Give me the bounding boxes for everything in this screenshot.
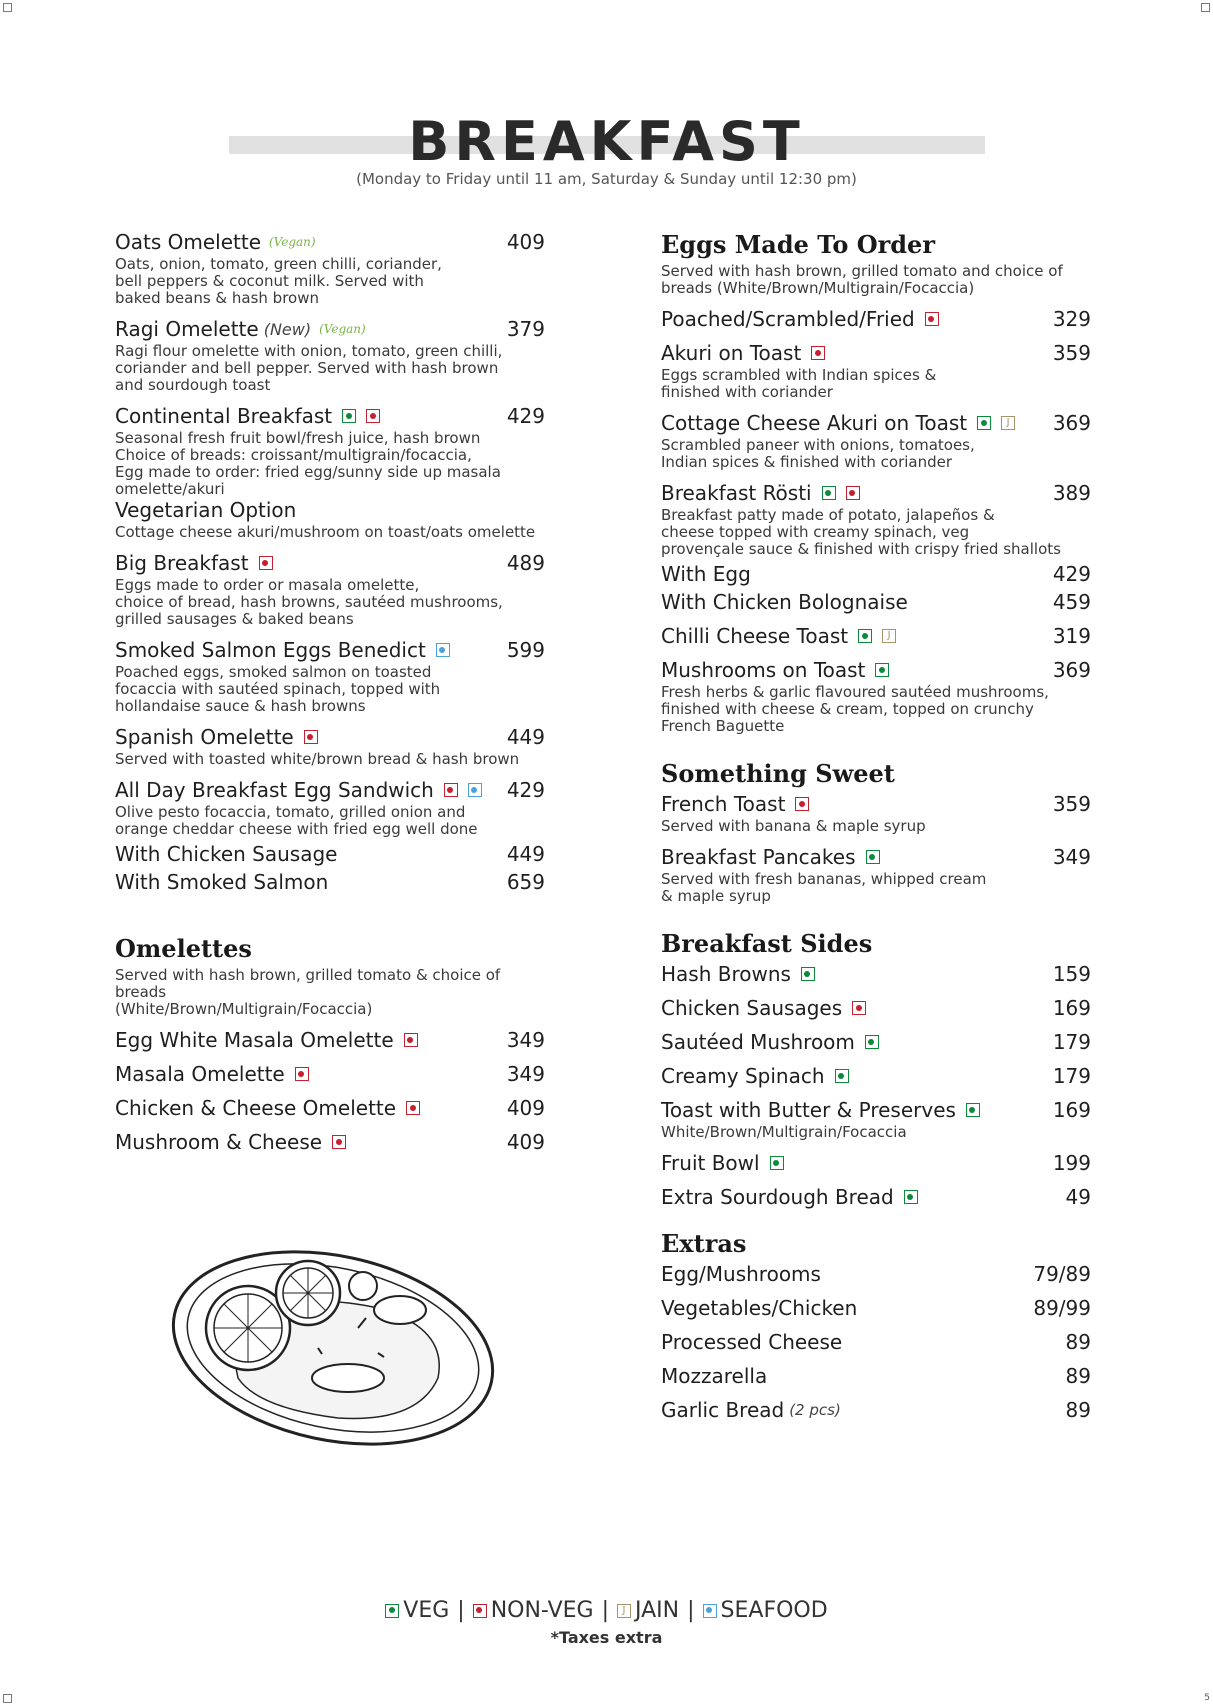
section-heading-extras: Extras bbox=[661, 1229, 747, 1258]
item-price: 169 bbox=[1052, 1098, 1091, 1122]
non-veg-icon bbox=[473, 1604, 487, 1618]
item-name: Egg/Mushrooms bbox=[661, 1262, 821, 1286]
non-veg-icon bbox=[925, 312, 939, 326]
item-name: Ragi Omelette bbox=[115, 317, 259, 341]
non-veg-icon bbox=[444, 783, 458, 797]
item-price: 429 bbox=[506, 778, 545, 802]
menu-item bbox=[661, 1030, 1091, 1054]
legend-veg: VEG bbox=[403, 1598, 450, 1623]
item-name: Continental Breakfast bbox=[115, 404, 333, 428]
item-price: 369 bbox=[1052, 658, 1091, 682]
item-price: 409 bbox=[506, 230, 545, 254]
item-name: Egg White Masala Omelette bbox=[115, 1028, 394, 1052]
non-veg-icon bbox=[852, 1001, 866, 1015]
menu-item bbox=[661, 996, 1091, 1020]
menu-item bbox=[661, 1296, 1091, 1320]
item-price: 359 bbox=[1052, 341, 1091, 365]
item-description: White/Brown/Multigrain/Focaccia bbox=[661, 1123, 907, 1141]
non-veg-icon bbox=[811, 346, 825, 360]
item-price: 349 bbox=[1052, 845, 1091, 869]
item-description: Scrambled paneer with onions, tomatoes, Indian spices & finished with coriander bbox=[661, 436, 975, 471]
item-description: Olive pesto focaccia, tomato, grilled onion and orange cheddar cheese with fried egg well done bbox=[115, 803, 478, 838]
menu-item bbox=[661, 1098, 1091, 1141]
menu-item bbox=[661, 1398, 1091, 1422]
menu-item bbox=[115, 1028, 545, 1052]
page-subtitle: (Monday to Friday until 11 am, Saturday & Sunday until 12:30 pm) bbox=[356, 170, 857, 188]
menu-item bbox=[661, 1064, 1091, 1088]
taxes-note: *Taxes extra bbox=[550, 1628, 663, 1647]
menu-item bbox=[115, 230, 545, 307]
non-veg-icon bbox=[304, 730, 318, 744]
item-description: Served with toasted white/brown bread & hash brown bbox=[115, 750, 520, 768]
item-name: Mozzarella bbox=[661, 1364, 768, 1388]
breakfast-plate-illustration bbox=[168, 1248, 498, 1448]
menu-item bbox=[661, 481, 1091, 614]
section-description: Served with hash brown, grilled tomato and choice of breads (White/Brown/Multigrain/Focaccia) bbox=[661, 262, 1063, 297]
item-name: Mushroom & Cheese bbox=[115, 1130, 323, 1154]
menu-item bbox=[115, 317, 545, 394]
item-price: 179 bbox=[1052, 1030, 1091, 1054]
item-name: Akuri on Toast bbox=[661, 341, 802, 365]
menu-item bbox=[115, 1130, 545, 1154]
item-description: Breakfast patty made of potato, jalapeños & cheese topped with creamy spinach, veg provençale sauce & finished with crispy fried shallots bbox=[661, 506, 1061, 558]
item-addon-name: With Chicken Sausage bbox=[115, 842, 338, 866]
item-description: Served with fresh bananas, whipped cream & maple syrup bbox=[661, 870, 987, 905]
page-title: BREAKFAST bbox=[408, 110, 805, 173]
item-name: Spanish Omelette bbox=[115, 725, 294, 749]
menu-item bbox=[661, 307, 1091, 331]
section-heading-sides: Breakfast Sides bbox=[661, 929, 873, 958]
item-price: 599 bbox=[506, 638, 545, 662]
menu-item bbox=[661, 658, 1091, 735]
legend-separator: | bbox=[457, 1598, 465, 1623]
section-heading-sweet: Something Sweet bbox=[661, 759, 895, 788]
item-name: Cottage Cheese Akuri on Toast bbox=[661, 411, 968, 435]
item-name: Breakfast Rösti bbox=[661, 481, 812, 505]
item-name: French Toast bbox=[661, 792, 786, 816]
jain-icon: J bbox=[617, 1604, 631, 1618]
item-name: Extra Sourdough Bread bbox=[661, 1185, 894, 1209]
menu-item bbox=[115, 551, 545, 628]
item-addon-price: 449 bbox=[506, 842, 545, 866]
item-price: 369 bbox=[1052, 411, 1091, 435]
section-heading-omelettes: Omelettes bbox=[115, 934, 252, 963]
item-price: 489 bbox=[506, 551, 545, 575]
non-veg-icon bbox=[795, 797, 809, 811]
menu-item bbox=[661, 341, 1091, 401]
seafood-icon bbox=[703, 1604, 717, 1618]
new-label: (New) bbox=[263, 319, 312, 339]
item-price: 179 bbox=[1052, 1064, 1091, 1088]
non-veg-icon bbox=[406, 1101, 420, 1115]
legend-seafood: SEAFOOD bbox=[720, 1598, 828, 1623]
item-name: Chicken & Cheese Omelette bbox=[115, 1096, 397, 1120]
menu-item bbox=[115, 1062, 545, 1086]
veg-icon bbox=[875, 663, 889, 677]
item-name: Garlic Bread bbox=[661, 1398, 785, 1422]
section-heading-eggs: Eggs Made To Order bbox=[661, 230, 935, 259]
veg-icon bbox=[801, 967, 815, 981]
item-price: 359 bbox=[1052, 792, 1091, 816]
item-price: 159 bbox=[1052, 962, 1091, 986]
veg-icon bbox=[858, 629, 872, 643]
veg-icon bbox=[865, 1035, 879, 1049]
veg-icon bbox=[385, 1604, 399, 1618]
item-description: Ragi flour omelette with onion, tomato, green chilli, coriander and bell pepper. Served with hash brown and sourdough toast bbox=[115, 342, 503, 394]
item-price: 429 bbox=[506, 404, 545, 428]
item-price: 89 bbox=[1065, 1398, 1091, 1422]
item-name: Smoked Salmon Eggs Benedict bbox=[115, 638, 426, 662]
item-name: Mushrooms on Toast bbox=[661, 658, 866, 682]
non-veg-icon bbox=[846, 486, 860, 500]
non-veg-icon bbox=[404, 1033, 418, 1047]
item-price: 349 bbox=[506, 1028, 545, 1052]
veg-icon bbox=[770, 1156, 784, 1170]
menu-item bbox=[115, 778, 545, 894]
item-price: 199 bbox=[1052, 1151, 1091, 1175]
item-price: 89 bbox=[1065, 1330, 1091, 1354]
veg-icon bbox=[822, 486, 836, 500]
item-name: Masala Omelette bbox=[115, 1062, 285, 1086]
veg-icon bbox=[977, 416, 991, 430]
non-veg-icon bbox=[332, 1135, 346, 1149]
item-note: (2 pcs) bbox=[789, 1401, 841, 1419]
crop-mark bbox=[3, 3, 12, 12]
veg-icon bbox=[966, 1103, 980, 1117]
item-price: 89 bbox=[1065, 1364, 1091, 1388]
item-name: Oats Omelette bbox=[115, 230, 261, 254]
item-name: Creamy Spinach bbox=[661, 1064, 825, 1088]
menu-item bbox=[661, 1262, 1091, 1286]
item-name: Chilli Cheese Toast bbox=[661, 624, 849, 648]
legend-separator: | bbox=[601, 1598, 610, 1623]
item-name: Chicken Sausages bbox=[661, 996, 843, 1020]
item-name: Sautéed Mushroom bbox=[661, 1030, 855, 1054]
item-price: 49 bbox=[1065, 1185, 1091, 1209]
crop-mark bbox=[3, 1694, 12, 1703]
item-price: 329 bbox=[1052, 307, 1091, 331]
non-veg-icon bbox=[295, 1067, 309, 1081]
veg-icon bbox=[866, 850, 880, 864]
menu-item bbox=[661, 1151, 1091, 1175]
menu-item bbox=[661, 624, 1091, 648]
vegan-label: (Vegan) bbox=[319, 322, 366, 336]
menu-item bbox=[115, 1096, 545, 1120]
menu-item bbox=[115, 404, 545, 541]
item-price: 409 bbox=[506, 1130, 545, 1154]
item-price: 349 bbox=[506, 1062, 545, 1086]
item-addon-price: 429 bbox=[1052, 562, 1091, 586]
menu-item bbox=[115, 638, 545, 715]
item-price: 79/89 bbox=[1033, 1262, 1091, 1286]
page-number: 5 bbox=[1204, 1693, 1210, 1703]
veg-icon bbox=[904, 1190, 918, 1204]
item-price: 389 bbox=[1052, 481, 1091, 505]
legend-separator: | bbox=[687, 1598, 695, 1623]
seafood-icon bbox=[468, 783, 482, 797]
item-name: Breakfast Pancakes bbox=[661, 845, 856, 869]
item-description: Eggs made to order or masala omelette, choice of bread, hash browns, sautéed mushrooms, grilled sausages & baked beans bbox=[115, 576, 503, 628]
menu-item bbox=[661, 1330, 1091, 1354]
jain-icon: J bbox=[882, 629, 896, 643]
item-addon-name: With Egg bbox=[661, 562, 751, 586]
item-addon-price: 459 bbox=[1052, 590, 1091, 614]
item-option-description: Cottage cheese akuri/mushroom on toast/oats omelette bbox=[115, 523, 536, 541]
item-name: Big Breakfast bbox=[115, 551, 249, 575]
item-name: Fruit Bowl bbox=[661, 1151, 760, 1175]
item-name: All Day Breakfast Egg Sandwich bbox=[115, 778, 434, 802]
menu-item bbox=[661, 845, 1091, 905]
item-description: Eggs scrambled with Indian spices & finished with coriander bbox=[661, 366, 937, 401]
item-price: 89/99 bbox=[1033, 1296, 1091, 1320]
item-description: Seasonal fresh fruit bowl/fresh juice, hash brown Choice of breads: croissant/multigrain/focaccia, Egg made to order: fried egg/sunny side up masala omelette/akuri bbox=[115, 429, 501, 498]
left-column bbox=[115, 230, 545, 1164]
item-price: 449 bbox=[506, 725, 545, 749]
item-addon-price: 659 bbox=[506, 870, 545, 894]
menu-item bbox=[661, 1364, 1091, 1388]
item-name: Poached/Scrambled/Fried bbox=[661, 307, 915, 331]
item-price: 379 bbox=[506, 317, 545, 341]
item-name: Hash Browns bbox=[661, 962, 791, 986]
vegan-label: (Vegan) bbox=[269, 235, 316, 249]
item-description: Oats, onion, tomato, green chilli, coriander, bell peppers & coconut milk. Served with baked beans & hash brown bbox=[115, 255, 442, 307]
non-veg-icon bbox=[366, 409, 380, 423]
item-description: Fresh herbs & garlic flavoured sautéed mushrooms, finished with cheese & cream, topped on crunchy French Baguette bbox=[661, 683, 1049, 735]
legend-non-veg: NON-VEG bbox=[490, 1598, 594, 1623]
menu-item bbox=[661, 1185, 1091, 1209]
item-name: Processed Cheese bbox=[661, 1330, 843, 1354]
item-addon-name: With Smoked Salmon bbox=[115, 870, 329, 894]
jain-icon: J bbox=[1001, 416, 1015, 430]
item-description: Poached eggs, smoked salmon on toasted focaccia with sautéed spinach, topped with hollandaise sauce & hash browns bbox=[115, 663, 441, 715]
non-veg-icon bbox=[259, 556, 273, 570]
crop-mark bbox=[1201, 3, 1210, 12]
menu-item bbox=[115, 725, 545, 768]
item-addon-name: With Chicken Bolognaise bbox=[661, 590, 908, 614]
menu-item bbox=[661, 411, 1091, 471]
item-name: Toast with Butter & Preserves bbox=[661, 1098, 956, 1122]
item-name: Vegetables/Chicken bbox=[661, 1296, 858, 1320]
veg-icon bbox=[835, 1069, 849, 1083]
veg-icon bbox=[342, 409, 356, 423]
item-price: 409 bbox=[506, 1096, 545, 1120]
dietary-legend bbox=[0, 1598, 1213, 1623]
item-option: Vegetarian Option bbox=[115, 498, 297, 522]
menu-item bbox=[661, 962, 1091, 986]
item-price: 169 bbox=[1052, 996, 1091, 1020]
seafood-icon bbox=[436, 643, 450, 657]
item-description: Served with banana & maple syrup bbox=[661, 817, 926, 835]
section-description: Served with hash brown, grilled tomato & choice of breads (White/Brown/Multigrain/Focaccia) bbox=[115, 966, 501, 1018]
menu-item bbox=[661, 792, 1091, 835]
item-price: 319 bbox=[1052, 624, 1091, 648]
legend-jain: JAIN bbox=[635, 1598, 680, 1623]
right-column bbox=[661, 230, 1091, 1432]
